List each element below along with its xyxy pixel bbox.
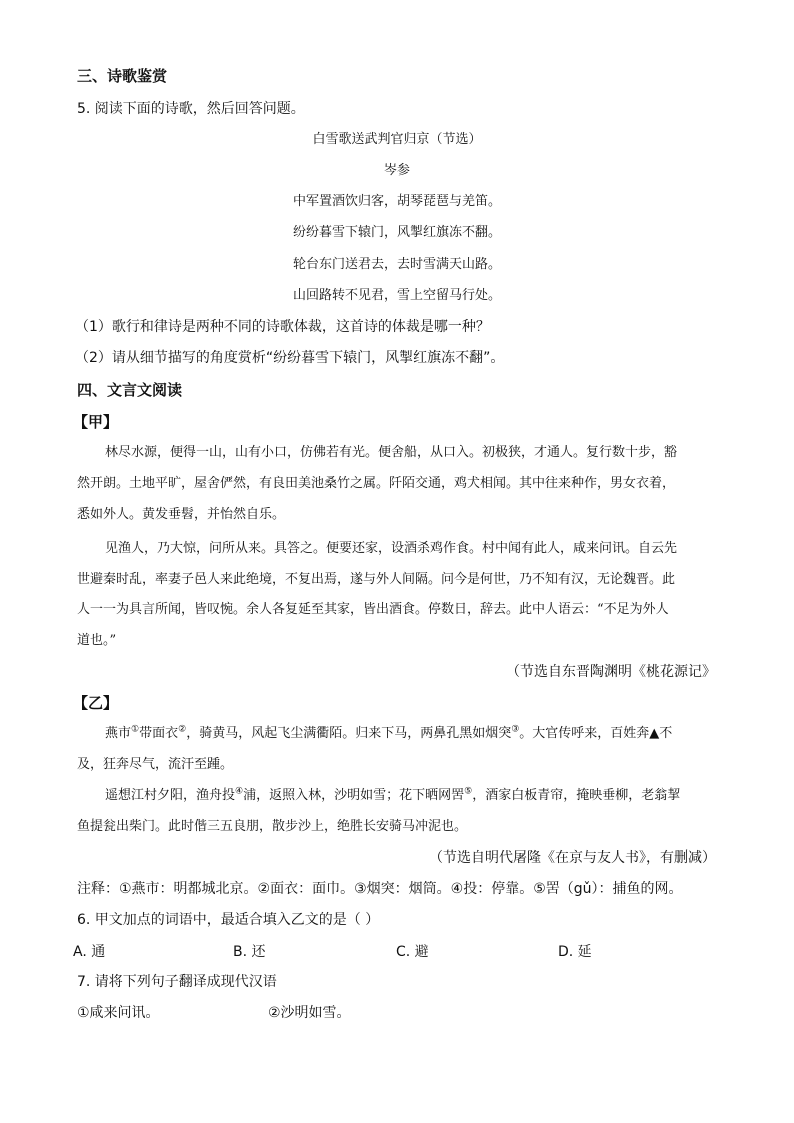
option-d: D. 延 bbox=[558, 944, 592, 960]
poem-line: 中军置酒饮归客，胡琴琵琶与羌笛。 bbox=[292, 194, 501, 209]
passage-yi-line: 鱼提瓮出柴门。此时偕三五良朋，散步沙上，绝胜长安骑马冲泥也。 bbox=[77, 819, 468, 834]
poem-title: 白雪歌送武判官归京（节选） bbox=[312, 132, 482, 147]
poem-line: 轮台东门送君去，去时雪满天山路。 bbox=[292, 257, 501, 272]
passage-jia-line: 见渔人，乃大惊，问所从来。具答之。便要还家，设酒杀鸡作食。村中闻有此人，咸来问讯。自云先 bbox=[105, 541, 678, 556]
option-b: B. 还 bbox=[233, 944, 266, 960]
option-a: A. 通 bbox=[73, 944, 106, 960]
footnote-marker: ② bbox=[178, 724, 187, 735]
passage-jia-line: 道也。” bbox=[77, 633, 117, 648]
passage-label-yi: 【乙】 bbox=[73, 694, 119, 712]
passage-jia-line: 世避秦时乱，率妻子邑人来此绝境，不复出焉，遂与外人间隔。问今是何世，乃不知有汉，无论魏晋。此 bbox=[77, 572, 676, 587]
footnote-marker: ① bbox=[131, 724, 140, 735]
question-5-sub-2: （2）请从细节描写的角度赏析“纷纷暮雪下辕门，风掣红旗冻不翻”。 bbox=[75, 350, 505, 366]
footnote-marker: ③ bbox=[511, 724, 520, 735]
footnote-marker: ④ bbox=[235, 786, 244, 797]
footnote-marker: ⑤ bbox=[464, 786, 473, 797]
passage-yi-source: （节选自明代屠隆《在京与友人书》，有删减） bbox=[429, 850, 716, 866]
question-6-options bbox=[73, 941, 713, 961]
passage-jia-source: （节选自东晋陶渊明《桃花源记》 bbox=[506, 664, 716, 680]
passage-jia-line: 悉如外人。黄发垂髫，并怡然自乐。 bbox=[77, 507, 286, 522]
passage-jia-line: 林尽水源，便得一山，山有小口，仿佛若有光。便舍船，从口入。初极狭，才通人。复行数十步，豁 bbox=[105, 445, 678, 460]
question-7-item-1: ①咸来问讯。 bbox=[77, 1005, 160, 1021]
passage-yi-line: 燕市①带面衣②，骑黄马，风起飞尘满衢陌。归来下马，两鼻孔黑如烟突③。大官传呼来，百姓奔▲不 bbox=[105, 724, 673, 741]
poem-line: 纷纷暮雪下辕门，风掣红旗冻不翻。 bbox=[292, 225, 501, 240]
option-c: C. 避 bbox=[396, 944, 429, 960]
poem-line: 山回路转不见君，雪上空留马行处。 bbox=[292, 288, 501, 303]
passage-jia-line: 然开朗。土地平旷，屋舍俨然，有良田美池桑竹之属。阡陌交通，鸡犬相闻。其中往来种作，男女衣着， bbox=[77, 476, 676, 491]
question-7-item-2: ②沙明如雪。 bbox=[268, 1005, 351, 1021]
question-7-prompt: 7. 请将下列句子翻译成现代汉语 bbox=[77, 974, 277, 990]
poem-author: 岑参 bbox=[383, 163, 410, 178]
passage-label-jia: 【甲】 bbox=[73, 413, 119, 431]
section-heading-poetry: 三、诗歌鉴赏 bbox=[77, 67, 168, 85]
passage-yi-line: 遥想江村夕阳，渔舟投④浦，返照入林，沙明如雪；花下晒网罟⑤，酒家白板青帘，掩映垂柳，老翁挈 bbox=[105, 786, 681, 803]
section-heading-classical: 四、文言文阅读 bbox=[77, 381, 183, 399]
question-5-prompt: 5. 阅读下面的诗歌，然后回答问题。 bbox=[77, 101, 305, 117]
question-5-sub-1: （1）歌行和律诗是两种不同的诗歌体裁，这首诗的体裁是哪一种？ bbox=[75, 319, 490, 335]
passage-jia-line: 人一一为具言所闻，皆叹惋。余人各复延至其家，皆出酒食。停数日，辞去。此中人语云：“不足为外人 bbox=[77, 602, 669, 617]
question-6-prompt: 6. 甲文加点的词语中，最适合填入乙文的是（ ） bbox=[77, 912, 380, 928]
annotations: 注释：①燕市：明都城北京。②面衣：面巾。③烟突：烟筒。④投：停靠。⑤罟（gǔ）：捕鱼的网。 bbox=[77, 881, 683, 897]
passage-yi-line: 及，狂奔尽气，流汗至踵。 bbox=[77, 757, 234, 772]
